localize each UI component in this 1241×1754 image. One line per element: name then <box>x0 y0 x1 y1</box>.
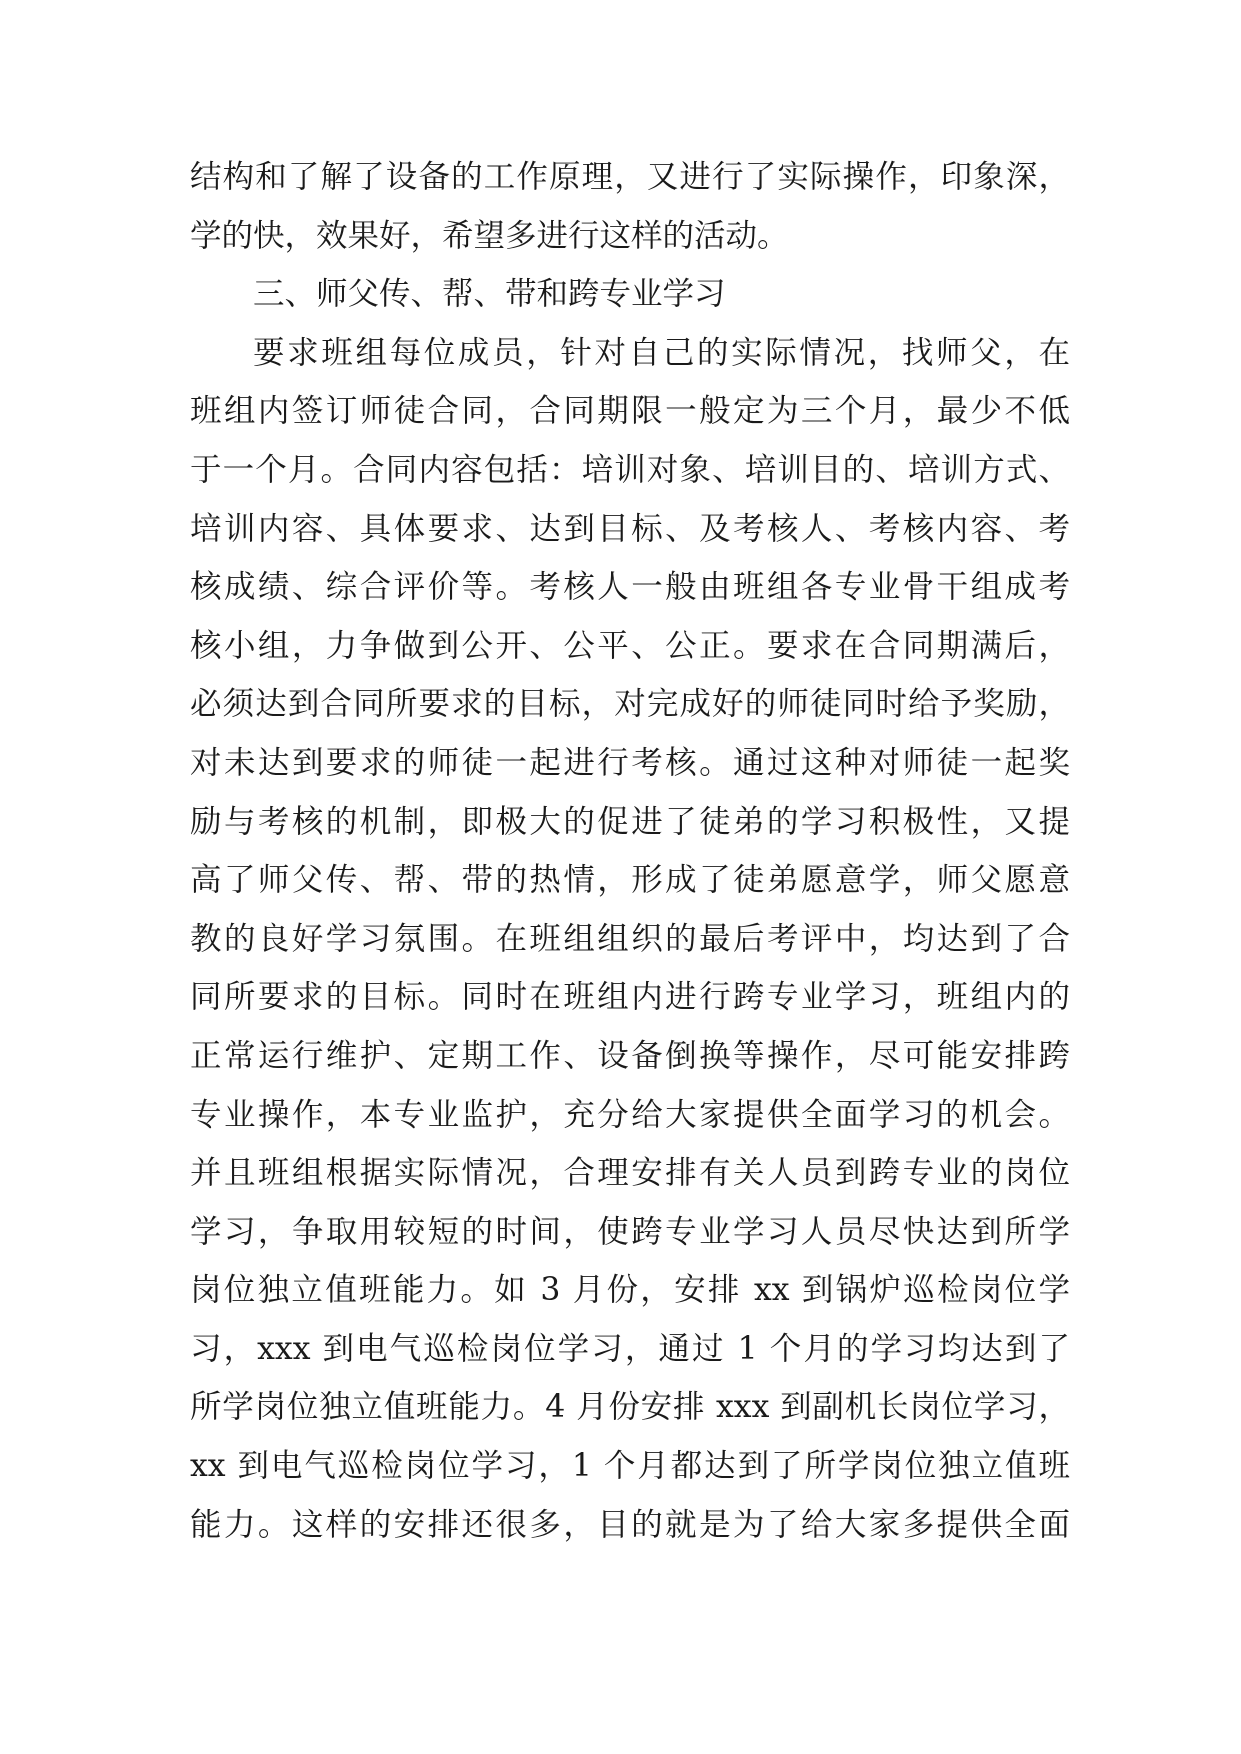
text-line: 学习，争取用较短的时间，使跨专业学习人员尽快达到所学 <box>190 1213 1070 1250</box>
text-line: 教的良好学习氛围。在班组组织的最后考评中，均达到了合 <box>190 920 1070 957</box>
text-line: 必须达到合同所要求的目标，对完成好的师徒同时给予奖励， <box>190 686 1070 723</box>
text-line: 并且班组根据实际情况，合理安排有关人员到跨专业的岗位 <box>190 1155 1070 1192</box>
text-line: 正常运行维护、定期工作、设备倒换等操作，尽可能安排跨 <box>190 1037 1070 1074</box>
text-line: 对未达到要求的师徒一起进行考核。通过这种对师徒一起奖 <box>190 744 1070 781</box>
text-line: 结构和了解了设备的工作原理，又进行了实际操作，印象深， <box>190 159 1070 195</box>
section-heading: 三、师父传、帮、带和跨专业学习 <box>253 276 726 313</box>
text-line: 高了师父传、帮、带的热情，形成了徒弟愿意学，师父愿意 <box>190 862 1070 899</box>
paragraph-first-line: 要求班组每位成员，针对自己的实际情况，找师父，在 <box>253 334 1070 371</box>
text-line: 培训内容、具体要求、达到目标、及考核人、考核内容、考 <box>190 510 1070 547</box>
text-line: 能力。这样的安排还很多，目的就是为了给大家多提供全面 <box>190 1506 1070 1543</box>
text-line: 核成绩、综合评价等。考核人一般由班组各专业骨干组成考 <box>190 569 1070 606</box>
text-line: 专业操作，本专业监护，充分给大家提供全面学习的机会。 <box>190 1096 1070 1133</box>
text-line: xx 到电气巡检岗位学习，1 个月都达到了所学岗位独立值班 <box>190 1448 1070 1485</box>
text-line: 同所要求的目标。同时在班组内进行跨专业学习，班组内的 <box>190 979 1070 1016</box>
text-line: 学的快，效果好，希望多进行这样的活动。 <box>190 217 789 254</box>
text-line: 班组内签订师徒合同，合同期限一般定为三个月，最少不低 <box>190 393 1070 430</box>
body-text <box>190 148 1070 1554</box>
text-line: 于一个月。合同内容包括：培训对象、培训目的、培训方式、 <box>190 451 1070 488</box>
text-line: 岗位独立值班能力。如 3 月份，安排 xx 到锅炉巡检岗位学 <box>190 1272 1070 1309</box>
text-line: 习，xxx 到电气巡检岗位学习，通过 1 个月的学习均达到了 <box>190 1330 1070 1367</box>
text-line: 所学岗位独立值班能力。4 月份安排 xxx 到副机长岗位学习， <box>190 1389 1070 1426</box>
text-line: 励与考核的机制，即极大的促进了徒弟的学习积极性，又提 <box>190 803 1070 840</box>
text-line: 核小组，力争做到公开、公平、公正。要求在合同期满后， <box>190 627 1070 664</box>
